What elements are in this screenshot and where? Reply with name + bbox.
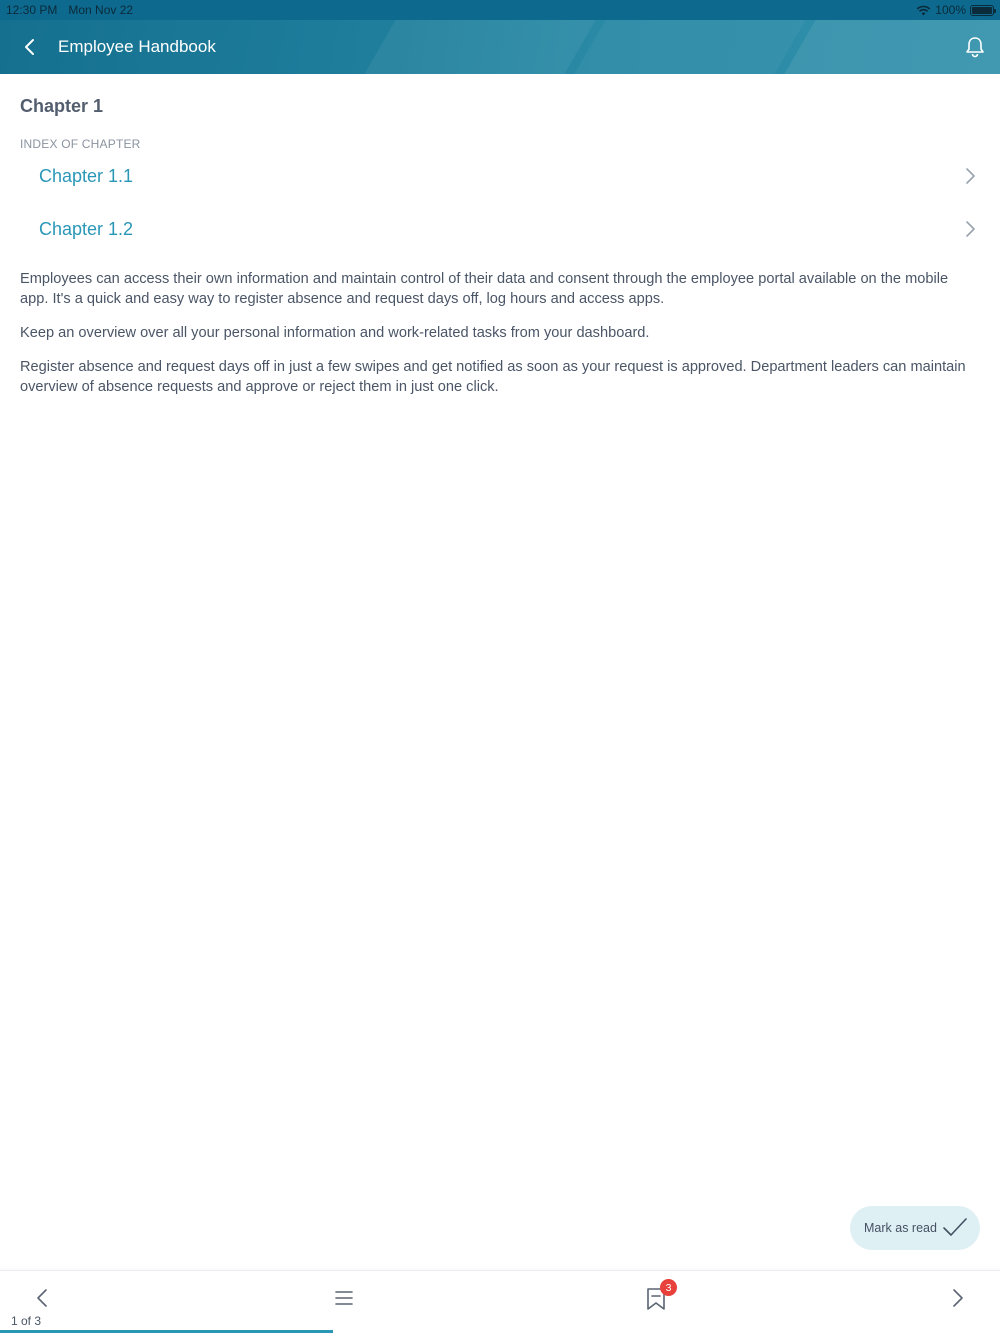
mark-as-read-button[interactable] [850, 1206, 980, 1250]
app-bar [0, 20, 1000, 74]
index-item-label: Chapter 1.1 [39, 165, 134, 186]
status-time: 12:30 PM [6, 3, 58, 17]
body-paragraph: Employees can access their own information and maintain control of their data and consent through the employee portal available on the mobile app. It's a quick and easy way to register absence and request days off, log hours and access apps. [20, 271, 949, 307]
index-item-chapter-1-2[interactable] [20, 209, 980, 249]
status-date: Mon Nov 22 [68, 3, 134, 17]
status-bar [0, 0, 1000, 20]
body-paragraph: Register absence and request days off in just a few swipes and get notified as soon as your request is approved. Department leaders can maintain overview of absence requests and approve or reject them in just one click. [20, 359, 966, 395]
bell-icon[interactable] [962, 34, 988, 60]
battery-percent: 100% [935, 3, 966, 17]
body-paragraph: Keep an overview over all your personal information and work-related tasks from your dashboard. [20, 325, 650, 341]
page-title: Employee Handbook [58, 37, 216, 56]
next-page-chevron-icon[interactable] [946, 1287, 968, 1309]
chapter-title: Chapter 1 [20, 96, 104, 116]
menu-icon[interactable] [333, 1287, 355, 1309]
wifi-icon [916, 5, 931, 16]
page-indicator: 1 of 3 [11, 1314, 42, 1328]
chevron-right-icon [960, 219, 980, 239]
battery-icon [970, 5, 994, 16]
index-item-label: Chapter 1.2 [39, 218, 134, 239]
index-item-chapter-1-1[interactable] [20, 156, 980, 196]
status-right [916, 3, 994, 17]
mark-as-read-label: Mark as read [864, 1221, 937, 1235]
reading-progress-fill [0, 1330, 333, 1333]
comment-count-badge: 3 [660, 1279, 677, 1296]
reading-progress-track [0, 1330, 1000, 1333]
checkmark-icon [942, 1216, 968, 1238]
previous-page-chevron-icon[interactable] [32, 1287, 54, 1309]
bottom-navigation-bar [0, 1270, 1000, 1334]
index-label: INDEX OF CHAPTER [20, 137, 141, 151]
chevron-right-icon [960, 166, 980, 186]
back-chevron-icon[interactable] [18, 35, 42, 59]
